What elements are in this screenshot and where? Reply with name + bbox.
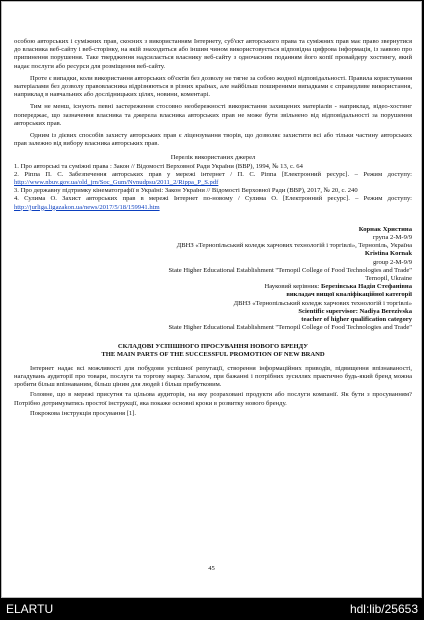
- author-city-en: Ternopil, Ukraine: [365, 275, 412, 283]
- author-college-en: State Higher Educational Establishment "Ternopil College of Food Technologies and Trade": [168, 266, 412, 274]
- reference-item: 2. Ріппа П. С. Забезпечення авторських прав у мережі інтернет / П. С. Ріппа [Електронний ресурс]. – Режим доступу: http://www.nbuv.gov.ua/old_jrn/Soc_Gum/Nvnudpsu/2011_2/Rippa_P_S.pdf: [14, 170, 412, 187]
- author-group-ua: група 2-М-9/9: [372, 234, 412, 242]
- supervisor-rank-ua: викладач вищої кваліфікаційної категорії: [286, 291, 412, 299]
- author-name-en: Kristina Kornak: [364, 250, 412, 258]
- section-title-en: THE MAIN PARTS OF THE SUCCESSFUL PROMOTION OF NEW BRAND: [101, 351, 325, 359]
- reference-item: 4. Сулима О. Захист авторських прав в мережі Інтернет по-новому / Сулима О. [Електронний ресурс]. – Режим доступу: http://jurliga.ligazakon.ua/news/2017/5/18/159941.htm: [14, 195, 412, 211]
- supervisor-college-ua: ДВНЗ «Тернопільський коледж харчових технологій і торгівлі»: [233, 299, 412, 307]
- section-title-ua: СКЛАДОВІ УСПІШНОГО ПРОСУВАННЯ НОВОГО БРЕНДУ: [117, 342, 309, 350]
- page-content: [14, 38, 412, 418]
- document-page: [1, 1, 422, 598]
- paragraph: Тим не менш, існують певні застереження стосовно необережності використання захищених матеріалів - наприклад, відео-хостинг попереджає, що зазначення власника та джерела власника авторських прав не може бути звільнено від відповідальності за порушення авторських прав.: [14, 103, 412, 127]
- repository-footer: [0, 598, 424, 620]
- references-title: Перелік використаних джерел: [170, 154, 256, 162]
- supervisor-ua: Науковий керівник: Березівська Надія Стефанівна: [264, 283, 412, 291]
- reference-link[interactable]: http://jurliga.ligazakon.ua/news/2017/5/18/159941.htm: [14, 203, 160, 211]
- supervisor-rank-en: teacher of higher qualification category: [301, 316, 412, 324]
- supervisor-en: Scientific supervisor: Nadiya Berezivska: [298, 307, 412, 315]
- author-group-en: group 2-M-9/9: [372, 258, 412, 266]
- paragraph: Головне, що в мережі присутня та цільова аудиторія, на яку розраховані продукти або послуги компанії. Як бути з просуванням? Потрібно дотримуватись простої інструкції, яка покаже основні кроки в розвитку нового бренду.: [14, 391, 412, 407]
- page-number: 45: [208, 565, 215, 572]
- paragraph: Одним із дієвих способів захисту авторських прав є ліцензування творів, що дозволяє захистити всі або тільки частину авторських прав залежно від вибору власника авторських прав.: [14, 132, 412, 148]
- reference-item: 3. Про державну підтримку кінематографії в Україні: Закон України // Відомості Верховної Ради (ВВР), 2017, № 20, с. 240: [14, 187, 358, 195]
- paragraph: Покрокова інструкція просування [1].: [30, 409, 137, 417]
- paragraph-continued: особою авторських і суміжних прав, скоєних з використанням Інтернету, суб'єкт авторського права та суміжних прав має право звернутися до власника веб-сайту і веб-сторінку, на якій знаходиться або іншим чином використовується відповідна цифрова інформація, із заявою про припинення порушення. Таке твердження надсилається власнику веб-сайту з одночасним поданням його копії провайдеру хостингу, який надає послуги або ресурси для розміщення веб-сайту.: [14, 38, 412, 70]
- handle-id: hdl:lib/25653: [349, 602, 418, 616]
- author-college-ua: ДВНЗ «Тернопільський коледж харчових технологій і торгівлі», Тернопіль, Україна: [176, 242, 412, 250]
- paragraph: Інтернет надає всі можливості для побудови успішної репутації, створення інформаційних приводів, підвищення впізнаваності, нагадувань аудиторії про товари, послуги та торгову марку. Загалом, при бажанні і потрібних зусиллях практично будь-який бренд можна зробити більш впізнаваним, більш ціним для людей і більш прибутковим.: [14, 364, 412, 389]
- paragraph: Проте є випадки, коли використання авторських об'єктів без дозволу не тягне за собою жодної відповідальності. Правила користування матеріалами без дозволу правовласника відрізняються в різних країнах, але найбільш поширеними випадками є справедливе використання, наприклад в навчальних або дослідницьких цілях, новини, коментарі.: [14, 74, 412, 99]
- reference-item: 1. Про авторські та суміжні права : Закон // Відомості Верховної Ради України (ВВР), 1994, № 13, с. 64: [14, 162, 303, 170]
- author-name-ua: Корнак Христина: [358, 225, 412, 233]
- reference-link[interactable]: http://www.nbuv.gov.ua/old_jrn/Soc_Gum/Nvnudpsu/2011_2/Rippa_P_S.pdf: [14, 179, 219, 187]
- supervisor-college-en: State Higher Educational Establishment "Ternopil College of Food Technologies and Trade": [168, 324, 412, 332]
- repository-name: ELARTU: [6, 602, 54, 616]
